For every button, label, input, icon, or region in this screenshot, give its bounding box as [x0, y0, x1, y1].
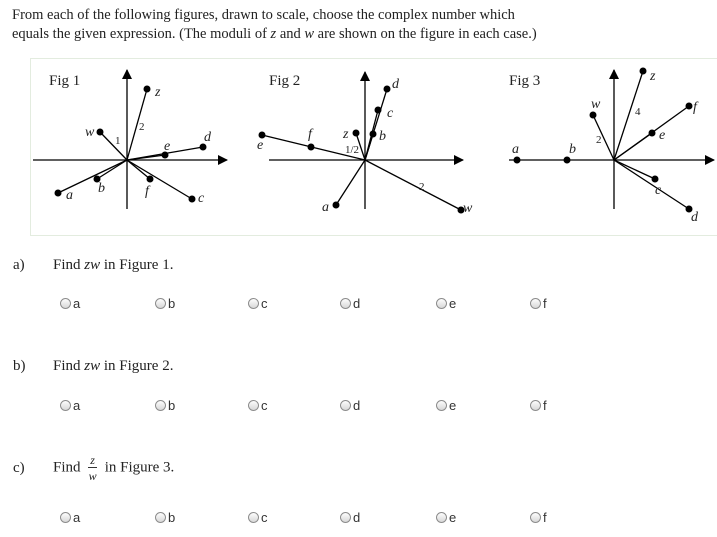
question-b-label: b)	[13, 358, 26, 374]
radio-button[interactable]	[530, 400, 541, 411]
question-c-option-e[interactable]: e	[436, 510, 456, 525]
radio-button[interactable]	[155, 298, 166, 309]
question-a-label: a)	[13, 257, 25, 273]
question-a-option-b[interactable]: b	[155, 296, 175, 311]
question-a-text: Find zw in Figure 1.	[53, 257, 174, 273]
fig3-modulus-z: 4	[635, 106, 641, 118]
question-c-option-b[interactable]: b	[155, 510, 175, 525]
question-b-option-f[interactable]: f	[530, 398, 547, 413]
radio-button[interactable]	[155, 400, 166, 411]
fraction-z-over-w: $\frac{z}{w}$	[88, 453, 97, 483]
fig3-label-d: d	[691, 210, 698, 225]
figures-svg	[31, 59, 717, 235]
radio-button[interactable]	[340, 400, 351, 411]
fig1-modulus-w: 1	[115, 135, 121, 147]
figure-1	[33, 70, 227, 209]
figures-panel	[30, 58, 717, 236]
fig2-point-z	[353, 130, 360, 137]
fig2-point-d	[384, 86, 391, 93]
question-b-option-a[interactable]: a	[60, 398, 80, 413]
fig3-label-a: a	[512, 142, 519, 157]
fig1-label-d: d	[204, 130, 211, 145]
fig3-label-f: f	[693, 100, 697, 115]
radio-button[interactable]	[60, 400, 71, 411]
radio-button[interactable]	[248, 298, 259, 309]
fig2-label-z: z	[343, 127, 349, 142]
question-b-option-e[interactable]: e	[436, 398, 456, 413]
radio-button[interactable]	[155, 512, 166, 523]
fig1-point-w	[97, 129, 104, 136]
fig1-label-a: a	[66, 188, 73, 203]
fig3-title: Fig 3	[509, 73, 541, 89]
fig1-modulus-z: 2	[139, 121, 145, 133]
radio-button[interactable]	[60, 298, 71, 309]
figure-3	[509, 68, 714, 226]
radio-button[interactable]	[340, 512, 351, 523]
fig2-label-f: f	[308, 127, 312, 142]
question-a-option-e[interactable]: e	[436, 296, 456, 311]
fig3-point-z	[640, 68, 647, 75]
radio-button[interactable]	[530, 512, 541, 523]
radio-button[interactable]	[436, 512, 447, 523]
question-c-option-a[interactable]: a	[60, 510, 80, 525]
question-b-option-b[interactable]: b	[155, 398, 175, 413]
fig1-label-e: e	[164, 139, 171, 154]
question-a-option-a[interactable]: a	[60, 296, 80, 311]
question-b-option-c[interactable]: c	[248, 398, 268, 413]
fig1-label-w: w	[85, 125, 95, 140]
fig3-point-a	[514, 157, 521, 164]
fig2-point-a	[333, 202, 340, 209]
fig1-label-b: b	[98, 181, 105, 196]
radio-button[interactable]	[248, 512, 259, 523]
fig3-point-e	[649, 130, 656, 137]
question-c-option-c[interactable]: c	[248, 510, 268, 525]
fig2-label-w: w	[463, 201, 473, 216]
question-c-label: c)	[13, 460, 25, 476]
fig1-title: Fig 1	[49, 73, 81, 89]
fig2-point-f	[308, 144, 315, 151]
fig1-point-f	[147, 176, 154, 183]
fig2-label-c: c	[387, 106, 394, 121]
fig2-label-e: e	[257, 138, 264, 153]
fig2-title: Fig 2	[269, 73, 301, 89]
fig2-modulus-z: 1/2	[345, 144, 360, 156]
question-a-option-f[interactable]: f	[530, 296, 547, 311]
radio-button[interactable]	[340, 298, 351, 309]
fig1-point-a	[55, 190, 62, 197]
fig3-label-b: b	[569, 142, 576, 157]
fig3-label-c: c	[655, 183, 662, 198]
fig2-label-d: d	[392, 77, 399, 92]
fig3-label-w: w	[591, 97, 601, 112]
figure-2	[257, 72, 473, 216]
fig1-label-z: z	[155, 85, 161, 100]
question-c-option-f[interactable]: f	[530, 510, 547, 525]
question-b-text: Find zw in Figure 2.	[53, 358, 174, 374]
question-a-option-c[interactable]: c	[248, 296, 268, 311]
fig3-modulus-w: 2	[596, 134, 602, 146]
radio-button[interactable]	[248, 400, 259, 411]
question-c-option-d[interactable]: d	[340, 510, 360, 525]
fig1-label-f: f	[145, 184, 149, 199]
fig3-label-e: e	[659, 128, 666, 143]
fig3-point-w	[590, 112, 597, 119]
fig2-label-a: a	[322, 200, 329, 215]
radio-button[interactable]	[436, 298, 447, 309]
fig3-point-b	[564, 157, 571, 164]
fig1-point-c	[189, 196, 196, 203]
radio-button[interactable]	[530, 298, 541, 309]
radio-button[interactable]	[436, 400, 447, 411]
fig1-point-z	[144, 86, 151, 93]
question-b-option-d[interactable]: d	[340, 398, 360, 413]
fig2-point-b	[370, 131, 377, 138]
question-c-text: Find $\frac{z}{w}$ in Figure 3.	[53, 453, 175, 483]
radio-button[interactable]	[60, 512, 71, 523]
fig2-label-b: b	[379, 129, 386, 144]
fig1-label-c: c	[198, 191, 205, 206]
fig3-point-c	[652, 176, 659, 183]
fig2-modulus-w: 2	[419, 181, 425, 193]
question-a-option-d[interactable]: d	[340, 296, 360, 311]
fig3-label-z: z	[650, 69, 656, 84]
fig2-point-c	[375, 107, 382, 114]
instructions: From each of the following figures, drawn to scale, choose the complex number which equals the given expression. (The moduli of z and w are shown on the figure in each case.)	[12, 7, 537, 42]
fig3-point-f	[686, 103, 693, 110]
